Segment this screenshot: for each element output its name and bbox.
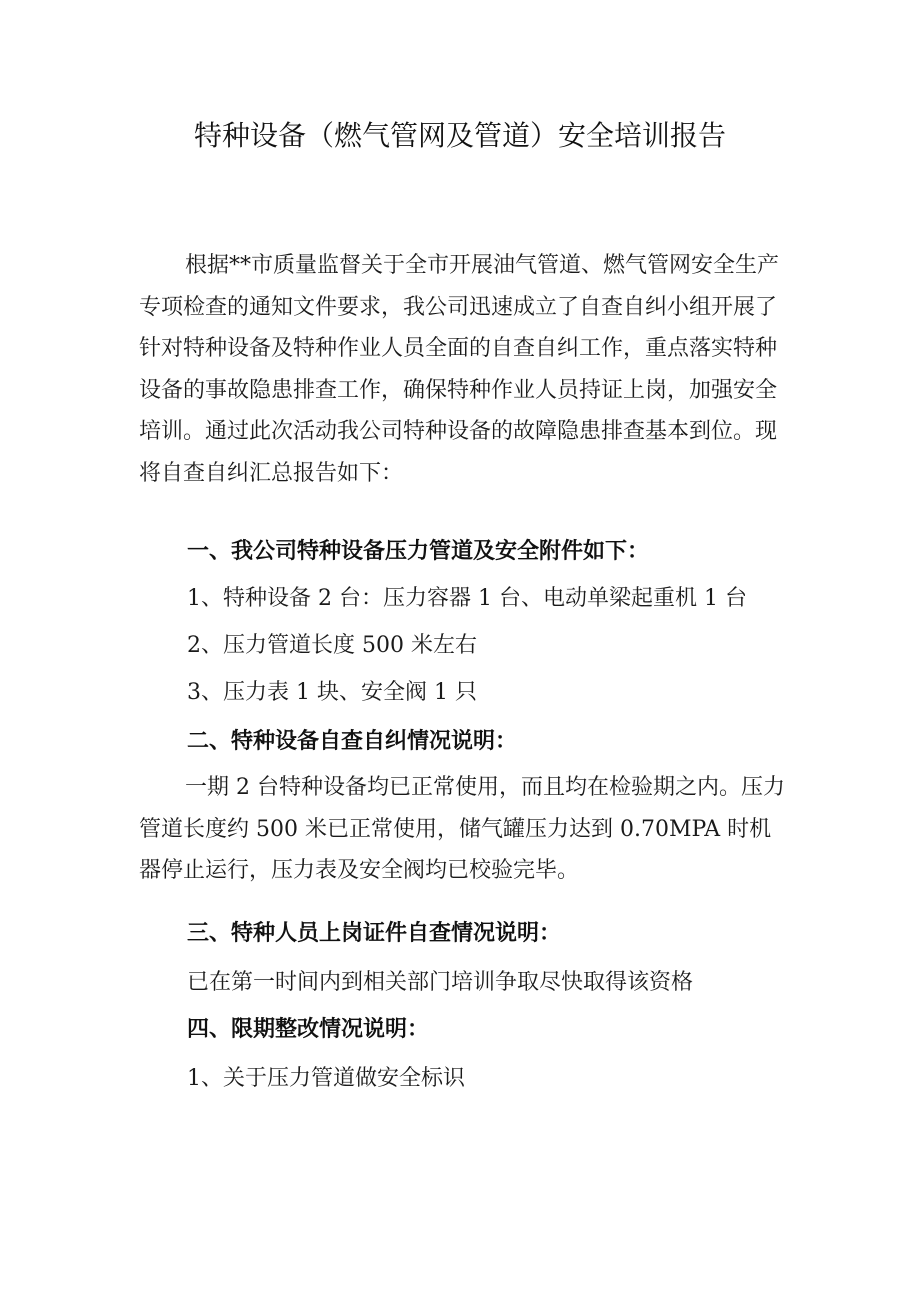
section1-item-1: 1、特种设备 2 台：压力容器 1 台、电动单梁起重机 1 台	[187, 586, 747, 611]
section4-item-1: 1、关于压力管道做安全标识	[187, 1066, 465, 1091]
section2-heading: 二、特种设备自查自纠情况说明：	[187, 729, 518, 754]
section1-heading: 一、我公司特种设备压力管道及安全附件如下：	[187, 539, 650, 564]
section3-text: 已在第一时间内到相关部门培训争取尽快取得该资格	[187, 970, 694, 995]
section2-paragraph: 一期 2 台特种设备均已正常使用，而且均在检验期之内。压力管道长度约 500 米已正常使用，储气罐压力达到 0.70MPA 时机器停止运行，压力表及安全阀均已校验完毕。	[139, 775, 785, 883]
section4-heading: 四、限期整改情况说明：	[187, 1017, 430, 1042]
section3-heading: 三、特种人员上岗证件自查情况说明：	[187, 921, 562, 946]
document-title: 特种设备（燃气管网及管道）安全培训报告	[193, 119, 726, 152]
section2-block	[139, 767, 789, 892]
section1-item-2: 2、压力管道长度 500 米左右	[187, 633, 477, 658]
intro-paragraph: 根据**市质量监督关于全市开展油气管道、燃气管网安全生产专项检查的通知文件要求，我公司迅速成立了自查自纠小组开展了针对特种设备及特种作业人员全面的自查自纠工作，重点落实特种设备的事故隐患排查工作，确保特种作业人员持证上岗，加强安全培训。通过此次活动我公司特种设备的故障隐患排查基本到位。现将自查自纠汇总报告如下：	[139, 253, 780, 486]
intro-block	[139, 245, 789, 494]
section1-item-3: 3、压力表 1 块、安全阀 1 只	[187, 680, 477, 705]
